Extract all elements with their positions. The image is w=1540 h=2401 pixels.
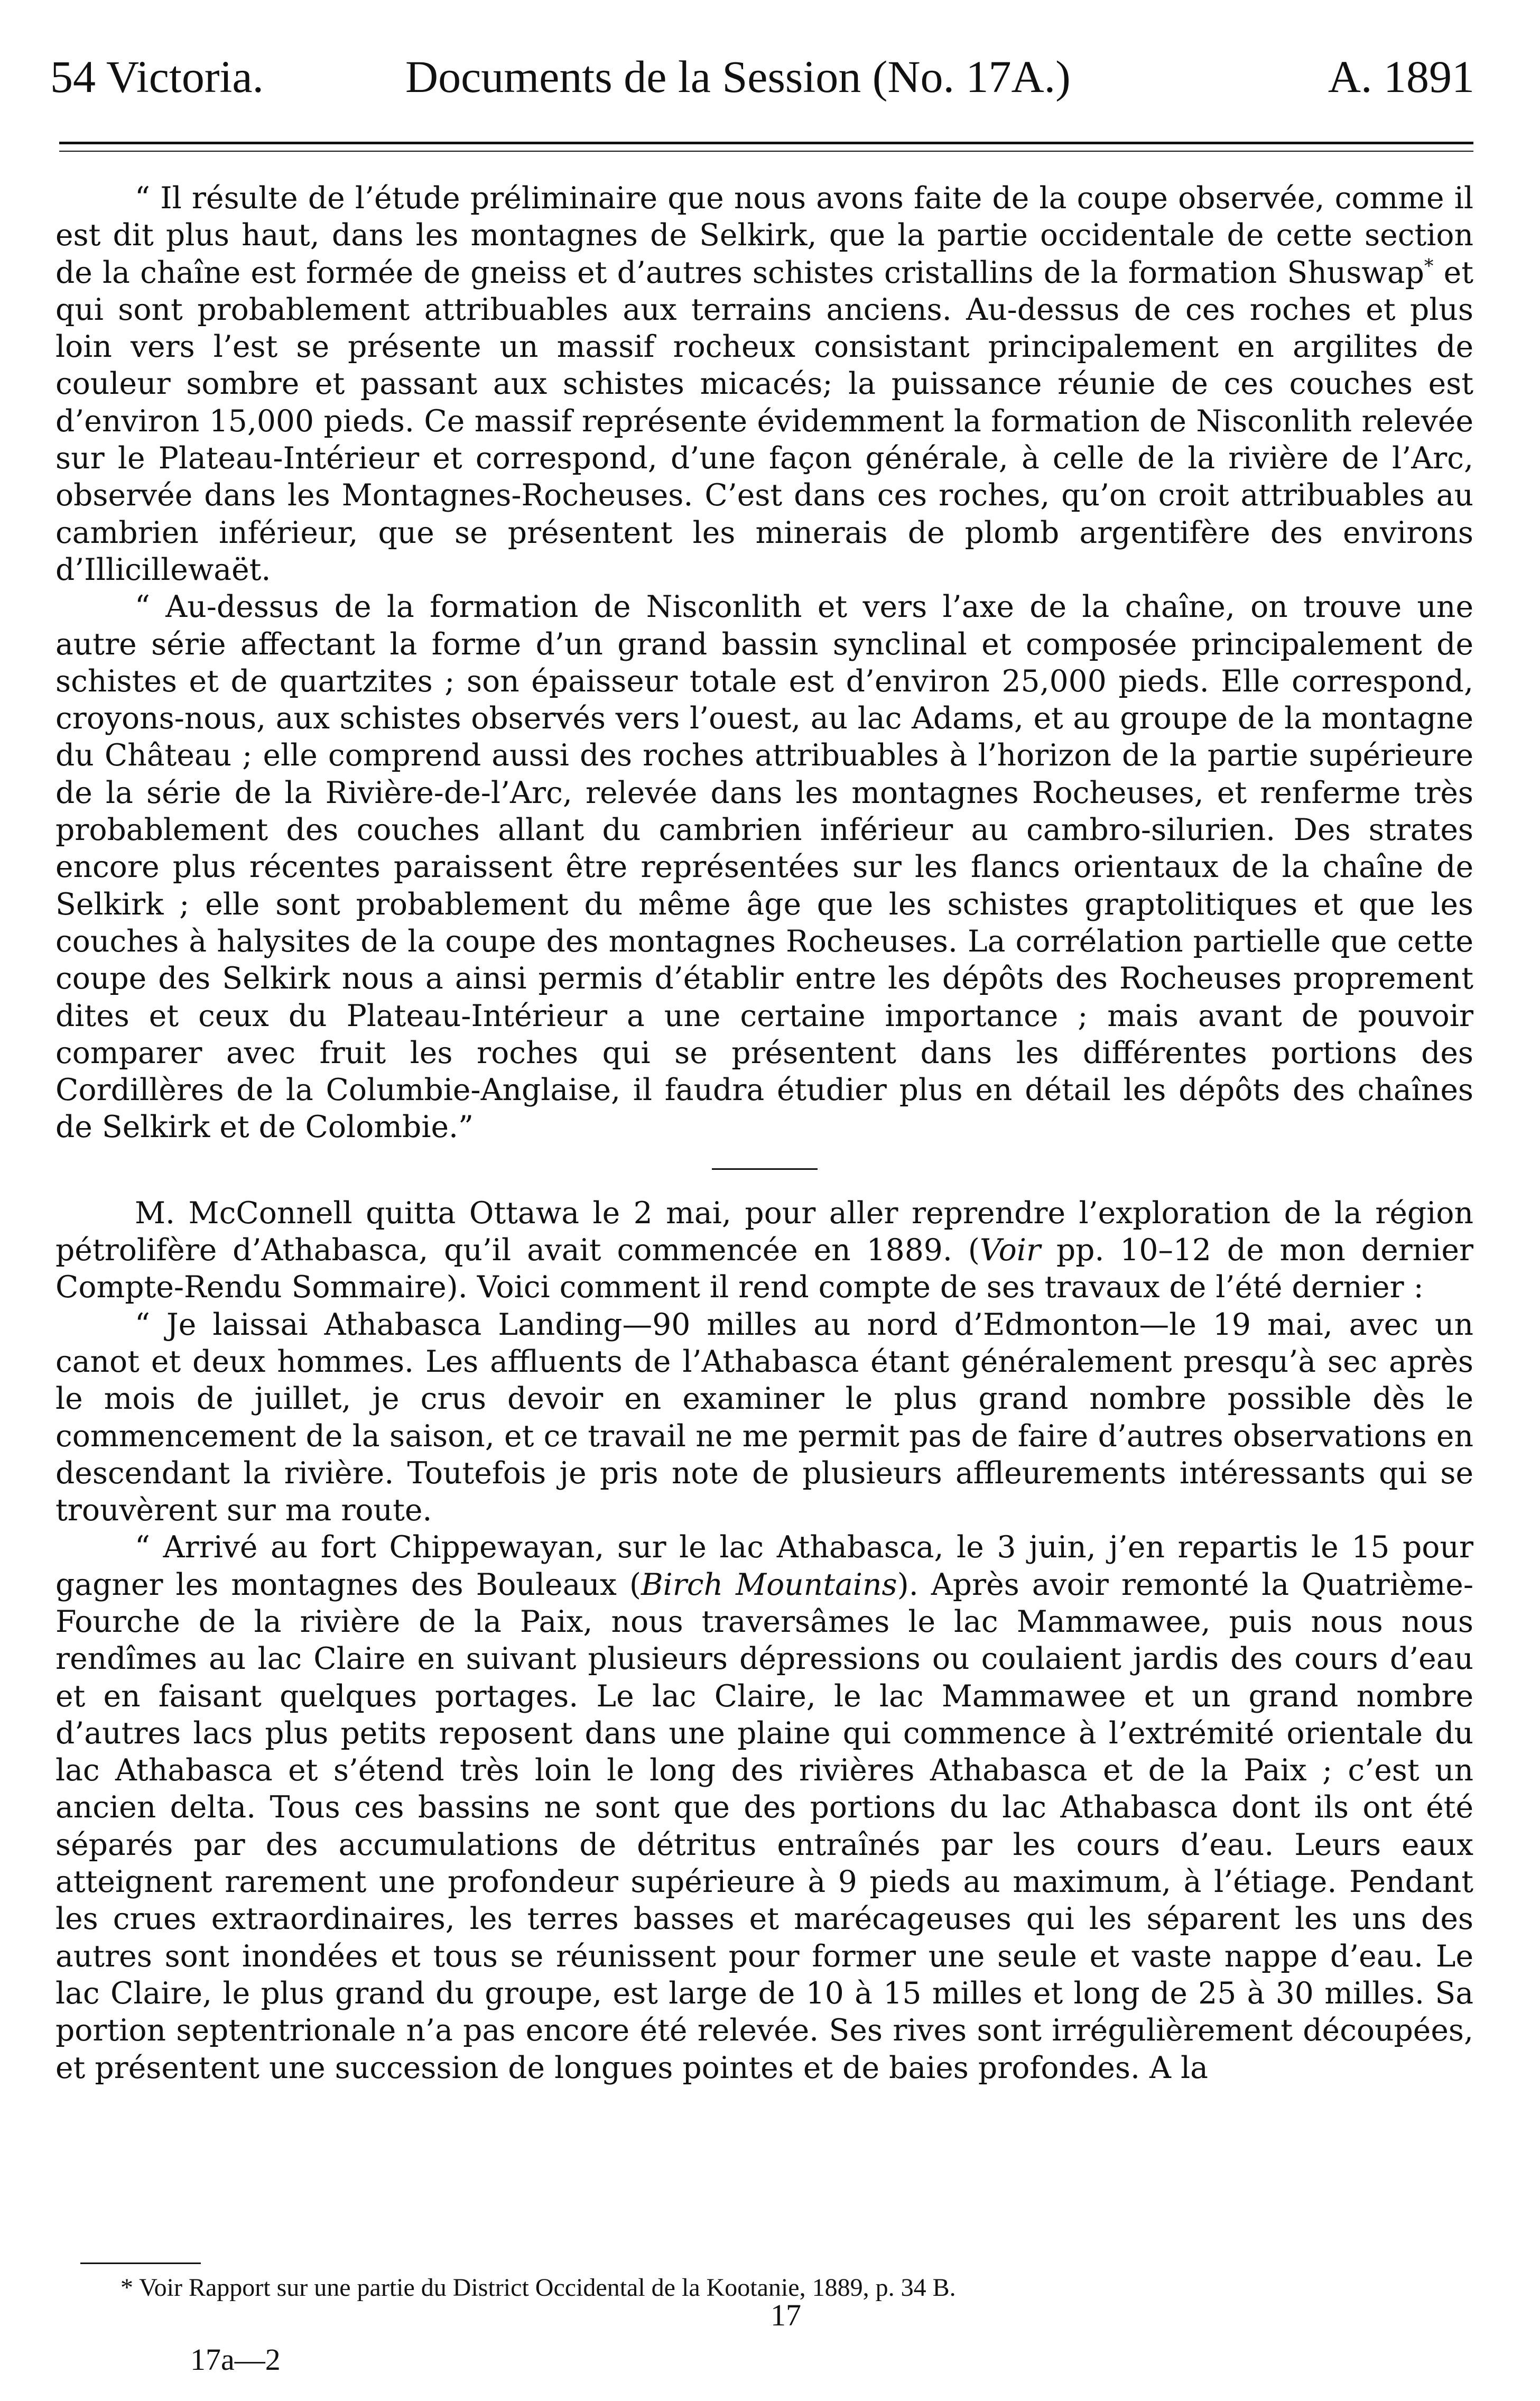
footnote-marker: * xyxy=(1424,255,1434,277)
section-separator xyxy=(712,1168,818,1170)
paragraph: “ Au-dessus de la formation de Nisconlith et vers l’axe de la chaîne, on trouve une autre série affectant la forme d’un grand bassin synclinal et composée principalement de schistes et de quartzites ; son épaisseur totale est d’environ 25,000 pieds. Elle correspond, croyons-nous, aux schistes observés vers l’ouest, au lac Adams, et au groupe de la montagne du Château ; elle comprend aussi des roches attribuables à l’horizon de la partie supérieure de la série de la Rivière-de-l’Arc, relevée dans les montagnes Rocheuses, et renferme très probablement des couches allant du cambrien inférieur au cambro-silurien. Des strates encore plus récentes paraissent être représentées sur les flancs orientaux de la chaîne de Selkirk ; elle sont probablement du même âge que les schistes graptolitiques et que les couches à halysites de la coupe des montagnes Rocheuses. La corrélation partielle que cette coupe des Selkirk nous a ainsi permis d’établir entre les dépôts des Rocheuses proprement dites et ceux du Plateau-Intérieur a une certaine importance ; mais avant de pouvoir comparer avec fruit les roches qui se présentent dans les différentes portions des Cordillères de la Columbie-Anglaise, il faudra étudier plus en détail les dépôts des chaînes de Selkirk et de Colombie.” xyxy=(55,589,1473,1145)
header-title: Documents de la Session (No. 17A.) xyxy=(405,51,1071,102)
body-text xyxy=(55,180,1473,2086)
header-rule-thick xyxy=(59,142,1473,144)
footnote: * Voir Rapport sur une partie du District Occidental de la Kootanie, 1889, p. 34 B. xyxy=(120,2274,956,2302)
paragraph: “ Je laissai Athabasca Landing—90 milles au nord d’Edmonton—le 19 mai, avec un canot et deux hommes. Les affluents de l’Athabasca étant généralement presqu’à sec après le mois de juillet, je crus devoir en examiner le plus grand nombre possible dès le commencement de la saison, et ce travail ne me permit pas de faire d’autres observations en descendant la rivière. Toutefois je pris note de plusieurs affleurements intéressants qui se trouvèrent sur ma route. xyxy=(55,1307,1473,1528)
signature-mark: 17a—2 xyxy=(190,2342,281,2377)
paragraph: “ Arrivé au fort Chippewayan, sur le lac Athabasca, le 3 juin, j’en repartis le 15 pour gagner les montagnes des Bouleaux (Birch Mountains). Après avoir remonté la Quatrième-Fourche de la rivière de la Paix, nous traversâmes le lac Mammawee, puis nous nous rendîmes au lac Claire en suivant plusieurs dépressions ou coulaient jardis des cours d’eau et en faisant quelques portages. Le lac Claire, le lac Mammawee et un grand nombre d’autres lacs plus petits reposent dans une plaine qui commence à l’extrémité orientale du lac Athabasca et s’étend très loin le long des rivières Athabasca et de la Paix ; c’est un ancien delta. Tous ces bassins ne sont que des portions du lac Athabasca dont ils ont été séparés par des accumulations de détritus entraînés par les cours d’eau. Leurs eaux atteignent rarement une profondeur supérieure à 9 pieds au maximum, à l’étiage. Pendant les crues extraordinaires, les terres basses et marécageuses qui les séparent les uns des autres sont inondées et tous se réunissent pour former une seule et vaste nappe d’eau. Le lac Claire, le plus grand du groupe, est large de 10 à 15 milles et long de 25 à 30 milles. Sa portion septentrionale n’a pas encore été relevée. Ses rives sont irrégulièrement découpées, et présentent une succession de longues pointes et de baies profondes. A la xyxy=(55,1530,1473,2085)
footnote-rule xyxy=(80,2263,201,2264)
header-session-year: 54 Victoria. xyxy=(50,51,264,102)
header-rule-thin xyxy=(59,151,1473,152)
page-header xyxy=(50,50,1474,119)
paragraph: M. McConnell quitta Ottawa le 2 mai, pour aller reprendre l’exploration de la région pétrolifère d’Athabasca, qu’il avait commencée en 1889. (Voir pp. 10–12 de mon dernier Compte-Rendu Sommaire). Voici comment il rend compte de ses travaux de l’été dernier : xyxy=(55,1195,1473,1305)
header-year: A. 1891 xyxy=(1328,51,1474,102)
page-number: 17 xyxy=(771,2298,801,2332)
paragraph: “ Il résulte de l’étude préliminaire que nous avons faite de la coupe observée, comme il est dit plus haut, dans les montagnes de Selkirk, que la partie occidentale de cette section de la chaîne est formée de gneiss et d’autres schistes cristallins de la formation Shuswap* et qui sont probablement attribuables aux terrains anciens. Au-dessus de ces roches et plus loin vers l’est se présente un massif rocheux consistant principalement en argilites de couleur sombre et passant aux schistes micacés; la puissance réunie de ces couches est d’environ 15,000 pieds. Ce massif représente évidemment la formation de Nisconlith relevée sur le Plateau-Intérieur et correspond, d’une façon générale, à celle de la rivière de l’Arc, observée dans les Montagnes-Rocheuses. C’est dans ces roches, qu’on croit attribuables au cambrien inférieur, que se présentent les minerais de plomb argentifère des environs d’Illicillewaët. xyxy=(55,181,1473,587)
